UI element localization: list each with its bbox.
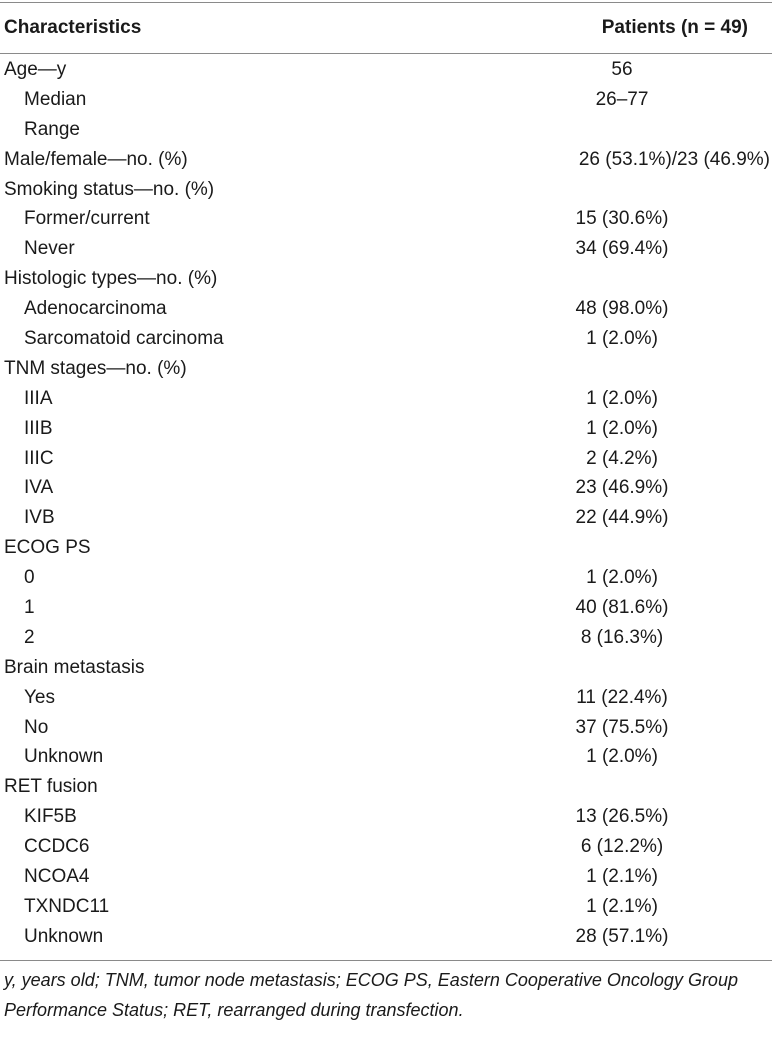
row-value: 37 (75.5%) [575, 716, 669, 738]
row-label: Never [24, 238, 75, 260]
table-row [0, 713, 772, 743]
row-label: Sarcomatoid carcinoma [24, 327, 224, 349]
table-row [0, 473, 772, 503]
row-label: 1 [24, 596, 35, 618]
table-row [0, 145, 772, 175]
row-label: IVA [24, 477, 54, 499]
table-row [0, 922, 772, 952]
row-value: 40 (81.6%) [575, 596, 669, 618]
table-row [0, 503, 772, 533]
row-value: 6 (12.2%) [580, 836, 664, 858]
row-value: 22 (44.9%) [575, 507, 669, 529]
row-value: 1 (2.1%) [586, 865, 658, 887]
row-value: 8 (16.3%) [580, 626, 664, 648]
row-label: Age—y [4, 58, 67, 80]
table-row [0, 862, 772, 892]
table-row [0, 85, 772, 115]
row-label: RET fusion [4, 776, 98, 798]
table-row [0, 444, 772, 474]
table-header [0, 3, 772, 53]
row-label: Male/female—no. (%) [4, 148, 188, 170]
row-label: IVB [24, 507, 55, 529]
table-row [0, 294, 772, 324]
table-row [0, 892, 772, 922]
row-label: Median [24, 88, 87, 110]
row-label: TNM stages—no. (%) [4, 357, 187, 379]
table-row [0, 414, 772, 444]
row-value: 28 (57.1%) [575, 925, 669, 947]
table-row [0, 324, 772, 354]
row-label: Unknown [24, 746, 104, 768]
table-row [0, 533, 772, 563]
row-value: 1 (2.0%) [586, 327, 658, 349]
row-value: 23 (46.9%) [575, 477, 669, 499]
row-label: Histologic types—no. (%) [4, 268, 218, 290]
row-value: 26–77 [595, 88, 649, 110]
row-value: 1 (2.1%) [586, 895, 658, 917]
row-value: 1 (2.0%) [586, 746, 658, 768]
table-row [0, 234, 772, 264]
row-label: Range [24, 118, 80, 140]
row-label: Adenocarcinoma [24, 298, 167, 320]
row-label: NCOA4 [24, 865, 90, 887]
row-label: IIIC [24, 447, 54, 469]
row-label: No [24, 716, 49, 738]
row-label: IIIA [24, 387, 53, 409]
table-row [0, 683, 772, 713]
row-label: Unknown [24, 925, 104, 947]
row-label: IIIB [24, 417, 53, 439]
row-label: 0 [24, 567, 35, 589]
row-value: 15 (30.6%) [575, 208, 669, 230]
row-value: 13 (26.5%) [575, 806, 669, 828]
table-row [0, 832, 772, 862]
table-row [0, 204, 772, 234]
row-value: 26 (53.1%)/23 (46.9%) [578, 148, 770, 170]
table-body [0, 54, 772, 952]
row-label: KIF5B [24, 806, 77, 828]
row-value: 1 (2.0%) [586, 387, 658, 409]
row-label: CCDC6 [24, 836, 90, 858]
row-label: TXNDC11 [24, 895, 110, 917]
table-row [0, 264, 772, 294]
table-row [0, 175, 772, 205]
row-value: 11 (22.4%) [576, 686, 668, 708]
row-value: 2 (4.2%) [586, 447, 658, 469]
row-label: Yes [24, 686, 55, 708]
header-patients: Patients (n = 49) [601, 17, 748, 38]
table-row [0, 742, 772, 772]
row-label: Smoking status—no. (%) [4, 178, 215, 200]
table-row [0, 802, 772, 832]
table-row [0, 354, 772, 384]
table-row [0, 653, 772, 683]
row-value: 1 (2.0%) [586, 417, 658, 439]
row-value: 56 [611, 58, 633, 80]
table-row [0, 384, 772, 414]
table-row [0, 593, 772, 623]
row-value: 34 (69.4%) [575, 238, 669, 260]
table-row [0, 115, 772, 145]
row-value: 48 (98.0%) [575, 298, 669, 320]
row-label: ECOG PS [4, 537, 91, 559]
row-label: Former/current [24, 208, 150, 230]
table-row [0, 563, 772, 593]
header-characteristics: Characteristics [4, 17, 142, 38]
table-row [0, 55, 772, 85]
table-row [0, 623, 772, 653]
table-footnote: y, years old; TNM, tumor node metastasis; ECOG PS, Eastern Cooperative Oncology Group Performance Status; RET, rearranged during transfection. [4, 969, 738, 1020]
row-label: 2 [24, 626, 35, 648]
row-value: 1 (2.0%) [586, 567, 658, 589]
row-label: Brain metastasis [4, 656, 145, 678]
table-row [0, 772, 772, 802]
